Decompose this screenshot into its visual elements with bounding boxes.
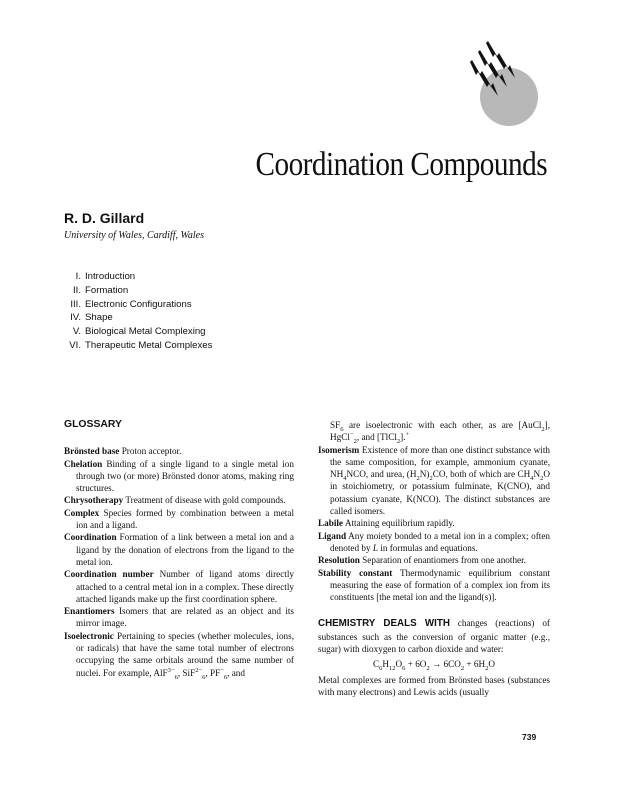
toc-item: VI. Therapeutic Metal Complexes [69,339,213,351]
page-number: 739 [522,732,537,742]
toc-item: II. Formation [73,284,129,296]
lightning-bolts-logo [458,40,538,126]
glossary-entry: Stability constant Thermodynamic equilibrium constant measuring the ease of formation of a complex ion from its constituents [the metal ion and the ligand(s)]. [318,567,550,603]
author-name: R. D. Gillard [64,210,145,226]
body-paragraph: Metal complexes are formed from Brönsted bases (substances with many electrons) and Lewis acids (usually [318,674,550,697]
body-paragraph: CHEMISTRY DEALS WITH changes (reactions) of substances such as the conversion of organic matter (e.g., sugar) with dioxygen to carbon dioxide and water: [318,618,550,655]
logo-circle [480,68,538,126]
glossary-entry: Coordination Formation of a link between a metal ion and a ligand by the donation of electrons from the ligand to the metal ion. [64,532,295,567]
toc-item: III. Electronic Configurations [70,298,192,310]
glossary-entry: Ligand Any moiety bonded to a metal ion in a complex; often denoted by L in formulas and equations. [318,530,550,553]
glossary-entry: Chrysotherapy Treatment of disease with gold compounds. [64,495,286,506]
glossary-entry: Isoelectronic Pertaining to species (whether molecules, ions, or radicals) that have the same total number of electrons occupying the same orbitals around the same number of nuclei. For example, AlF$^{3-}_6$, SiF$^{2-}_6$, $PF^-_6$, and [64,630,295,681]
toc-item: I. Introduction [75,271,136,282]
glossary-column-left [64,419,294,679]
glossary-entry-continuation: $SF_6$ are isoelectronic with each other, as are [AuCl$_2$], HgCl−$_2$, and [TlCl$_2$].+ [330,420,550,446]
glossary-entry: Brönsted base Proton acceptor. [64,446,182,457]
toc-item: IV. Shape [70,312,113,324]
glossary-entry: Resolution Separation of enantiomers from one another. [318,555,526,566]
author-affiliation: University of Wales, Cardiff, Wales [64,230,204,241]
glossary-entry: Complex Species formed by combination between a metal ion and a ligand. [64,507,294,531]
toc-item: V. Biological Metal Complexing [72,326,206,338]
glossary-entry: Labile Attaining equilibrium rapidly. [318,518,455,529]
glossary-entry: Isomerism Existence of more than one distinct substance with the same composition, for example, ammonium cyanate, $NH_4NCO$, and urea, $(H_2N)_2CO$, both of which are $CH_4N_2O$ in stoichiometry, or potassium fulminate, K(CNO), and potassium cyanate, K(NCO). The distinct substances are called isomers. [318,444,550,517]
glossary-entry: Coordination number Number of ligand atoms directly attached to a central metal ion in a complex. These directly attached ligands make up the first coordination sphere. [64,569,294,604]
glossary-column-right [318,419,550,698]
glossary-entry: Chelation Binding of a single ligand to a single metal ion through two (or more) Brönsted donor atoms, making ring structures. [64,458,294,494]
glossary-heading: GLOSSARY [64,419,122,430]
glossary-entry: Enantiomers Isomers that are related as an object and its mirror image. [64,606,295,629]
chapter-title: Coordination Compounds [255,146,547,183]
table-of-contents [64,270,212,353]
chemical-equation: $C_6H_{12}O_6 + 6O_2 \to 6CO_2 + 6H_2O$ [373,659,495,673]
